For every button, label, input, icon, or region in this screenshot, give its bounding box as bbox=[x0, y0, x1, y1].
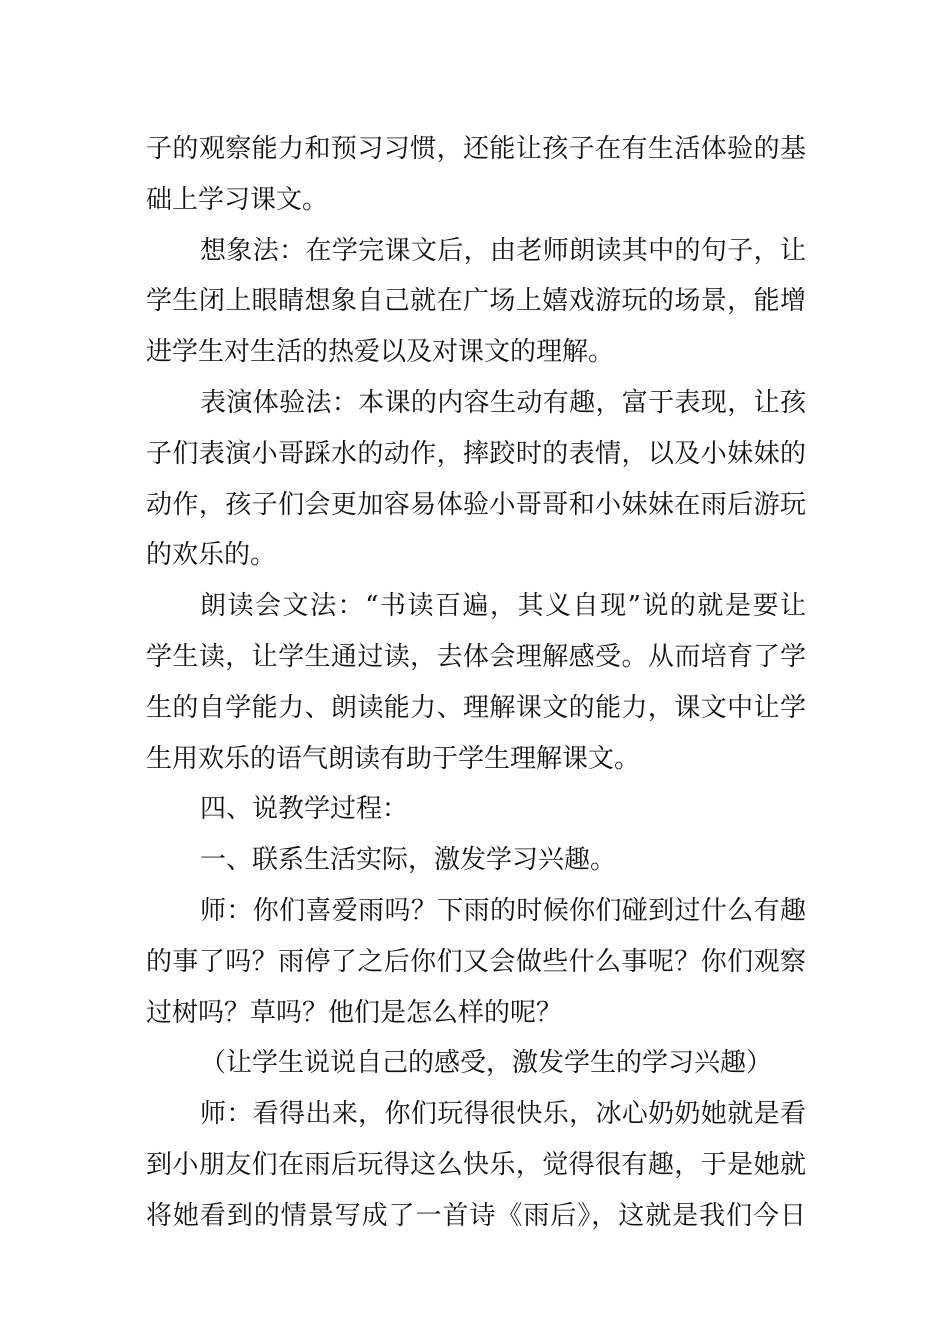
text-line: 到小朋友们在雨后玩得这么快乐，觉得很有趣，于是她就 bbox=[146, 1149, 806, 1180]
text-line: 的欢乐的。 bbox=[146, 540, 277, 571]
text-line: 学生读，让学生通过读，去体会理解感受。从而培育了学 bbox=[146, 641, 806, 672]
text-line: 动作，孩子们会更加容易体验小哥哥和小妹妹在雨后游玩 bbox=[146, 489, 806, 520]
text-line: 学生闭上眼睛想象自己就在广场上嬉戏游玩的场景，能增 bbox=[146, 286, 806, 317]
text-line: 进学生对生活的热爱以及对课文的理解。 bbox=[146, 337, 615, 368]
text-line: 子的观察能力和预习习惯，还能让孩子在有生活体验的基 bbox=[146, 134, 806, 164]
text-line: 础上学习课文。 bbox=[146, 184, 329, 215]
text-line: 过树吗？草吗？他们是怎么样的呢？ bbox=[146, 997, 563, 1028]
section-heading: 四、说教学过程： bbox=[200, 794, 409, 825]
text-line: 表演体验法：本课的内容生动有趣，富于表现，让孩 bbox=[200, 387, 806, 418]
text-line: 生的自学能力、朗读能力、理解课文的能力，课文中让学 bbox=[146, 692, 806, 723]
text-line: 师：你们喜爱雨吗？下雨的时候你们碰到过什么有趣 bbox=[200, 895, 806, 926]
text-line: 生用欢乐的语气朗读有助于学生理解课文。 bbox=[146, 743, 641, 774]
text-line: 师：看得出来，你们玩得很快乐，冰心奶奶她就是看 bbox=[200, 1099, 806, 1130]
note-line: （让学生说说自己的感受，激发学生的学习兴趣） bbox=[200, 1048, 773, 1079]
text-line: 将她看到的情景写成了一首诗《雨后》，这就是我们今日 bbox=[146, 1200, 806, 1231]
text-line: 的事了吗？雨停了之后你们又会做些什么事呢？你们观察 bbox=[146, 946, 806, 977]
document-body bbox=[146, 124, 806, 1242]
text-line: 朗读会文法：“书读百遍，其义自现”说的就是要让 bbox=[200, 591, 806, 622]
text-line: 想象法：在学完课文后，由老师朗读其中的句子，让 bbox=[200, 235, 806, 266]
sub-heading: 一、联系生活实际，激发学习兴趣。 bbox=[200, 845, 617, 876]
text-line: 子们表演小哥踩水的动作，摔跤时的表情，以及小妹妹的 bbox=[146, 438, 806, 469]
